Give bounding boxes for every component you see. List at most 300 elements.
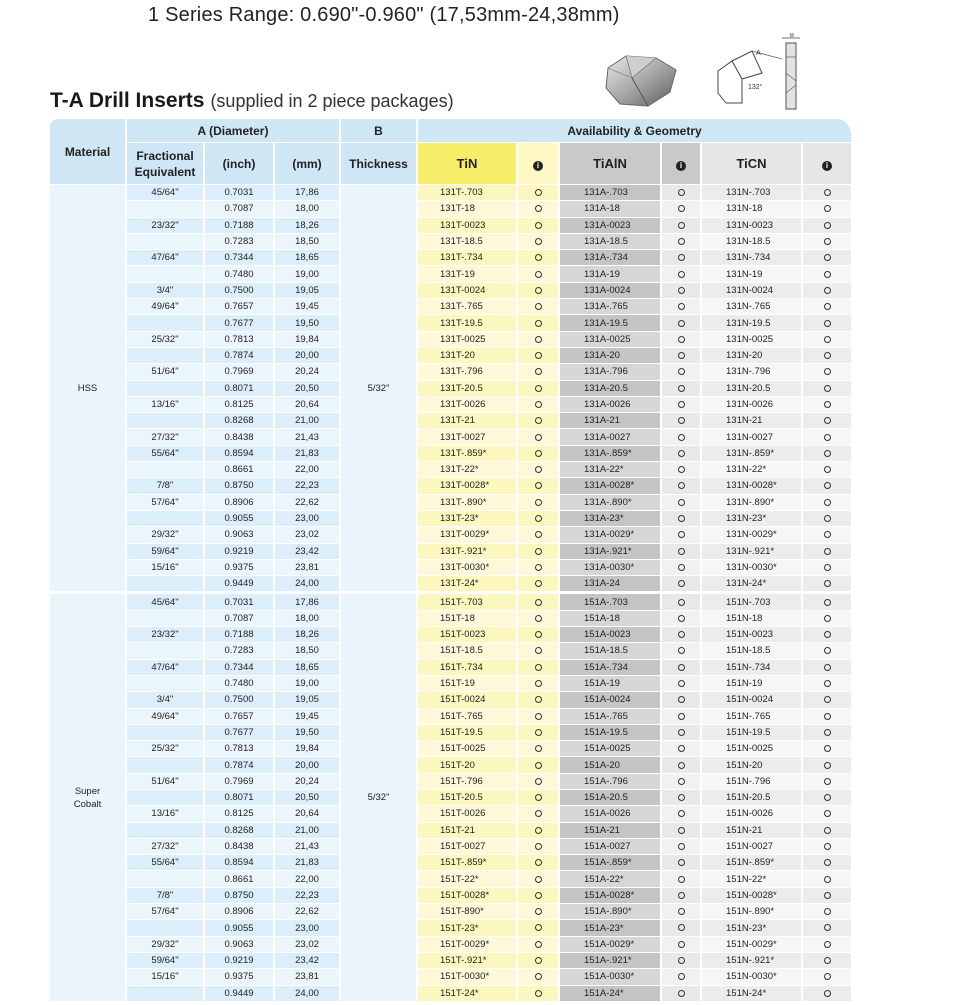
tialn-part-cell: 151A-0030*	[560, 969, 662, 985]
inch-cell: 0.7874	[205, 757, 275, 773]
tin-part-cell: 131T-.765	[418, 299, 518, 315]
tialn-geometry-cell	[662, 446, 702, 462]
ticn-part-cell: 151N-.796	[702, 774, 803, 790]
geometry-ring-icon	[824, 287, 831, 294]
tin-geometry-cell	[518, 185, 560, 201]
ticn-geometry-cell	[803, 397, 853, 413]
geometry-ring-icon	[535, 876, 542, 883]
ticn-geometry-cell	[803, 627, 853, 643]
tialn-geometry-cell	[662, 937, 702, 953]
geometry-ring-icon	[535, 466, 542, 473]
fractional-cell	[127, 611, 205, 627]
fractional-cell: 29/32"	[127, 527, 205, 543]
geometry-ring-icon	[535, 548, 542, 555]
geometry-ring-icon	[678, 696, 685, 703]
ticn-part-cell: 151N-.890*	[702, 904, 803, 920]
geometry-ring-icon	[535, 810, 542, 817]
mm-cell: 19,50	[275, 725, 341, 741]
table-row	[50, 381, 853, 397]
fractional-cell: 57/64"	[127, 904, 205, 920]
table-row	[50, 757, 853, 773]
table-body	[50, 185, 853, 1002]
tialn-geometry-cell	[662, 283, 702, 299]
table-row	[50, 676, 853, 692]
geometry-ring-icon	[678, 827, 685, 834]
ticn-geometry-cell	[803, 527, 853, 543]
tialn-geometry-cell	[662, 332, 702, 348]
fractional-cell: 57/64"	[127, 495, 205, 511]
ticn-geometry-cell	[803, 757, 853, 773]
geometry-ring-icon	[535, 401, 542, 408]
mm-cell: 21,83	[275, 446, 341, 462]
tin-geometry-cell	[518, 855, 560, 871]
geometry-ring-icon	[824, 973, 831, 980]
inch-cell: 0.9449	[205, 986, 275, 1002]
ticn-part-cell: 131N-.703	[702, 185, 803, 201]
fractional-cell	[127, 511, 205, 527]
ticn-part-cell: 131N-24*	[702, 576, 803, 592]
ticn-geometry-cell	[803, 462, 853, 478]
material-cell: HSS	[50, 185, 127, 592]
tin-part-cell: 151T-24*	[418, 986, 518, 1002]
ticn-geometry-cell	[803, 299, 853, 315]
inch-cell: 0.8661	[205, 871, 275, 887]
table-row	[50, 429, 853, 445]
tialn-geometry-cell	[662, 709, 702, 725]
geometry-ring-icon	[535, 957, 542, 964]
geometry-ring-icon	[824, 531, 831, 538]
fractional-cell	[127, 576, 205, 592]
header-a-diameter: A (Diameter)	[127, 119, 341, 143]
ticn-part-cell: 131N-23*	[702, 511, 803, 527]
geometry-ring-icon	[678, 401, 685, 408]
geometry-ring-icon	[535, 222, 542, 229]
inch-cell: 0.7969	[205, 774, 275, 790]
tialn-part-cell: 131A-0029*	[560, 527, 662, 543]
tin-part-cell: 151T-18	[418, 611, 518, 627]
ticn-geometry-cell	[803, 201, 853, 217]
inch-cell: 0.8071	[205, 790, 275, 806]
ticn-geometry-cell	[803, 643, 853, 659]
geometry-ring-icon	[535, 941, 542, 948]
header-b: B	[341, 119, 418, 143]
tialn-part-cell: 131A-19	[560, 266, 662, 282]
tialn-geometry-cell	[662, 969, 702, 985]
tialn-part-cell: 151A-.703	[560, 592, 662, 610]
ticn-part-cell: 151N-.734	[702, 660, 803, 676]
tin-geometry-cell	[518, 299, 560, 315]
fractional-cell: 59/64"	[127, 544, 205, 560]
ticn-part-cell: 151N-.921*	[702, 953, 803, 969]
ticn-part-cell: 131N-0028*	[702, 478, 803, 494]
ticn-part-cell: 131N-19.5	[702, 315, 803, 331]
geometry-ring-icon	[824, 417, 831, 424]
fractional-cell	[127, 986, 205, 1002]
tin-geometry-cell	[518, 413, 560, 429]
tin-geometry-cell	[518, 741, 560, 757]
table-row	[50, 692, 853, 708]
tin-part-cell: 131T-.859*	[418, 446, 518, 462]
tin-geometry-cell	[518, 692, 560, 708]
ticn-part-cell: 151N-20	[702, 757, 803, 773]
tialn-geometry-cell	[662, 397, 702, 413]
inch-cell: 0.9219	[205, 544, 275, 560]
geometry-ring-icon	[535, 778, 542, 785]
tialn-geometry-cell	[662, 676, 702, 692]
ticn-geometry-cell	[803, 904, 853, 920]
section-title: T-A Drill Inserts	[50, 89, 205, 112]
tialn-part-cell: 131A-20	[560, 348, 662, 364]
table-row	[50, 823, 853, 839]
inch-cell: 0.7500	[205, 283, 275, 299]
tin-part-cell: 131T-0030*	[418, 560, 518, 576]
tialn-part-cell: 151A-.796	[560, 774, 662, 790]
tin-part-cell: 151T-0027	[418, 839, 518, 855]
tialn-part-cell: 151A-.921*	[560, 953, 662, 969]
fractional-cell: 45/64"	[127, 592, 205, 610]
table-row	[50, 495, 853, 511]
fractional-cell	[127, 643, 205, 659]
tin-geometry-cell	[518, 627, 560, 643]
geometry-ring-icon	[535, 599, 542, 606]
table-row	[50, 611, 853, 627]
tialn-geometry-cell	[662, 381, 702, 397]
ticn-geometry-cell	[803, 725, 853, 741]
table-row	[50, 299, 853, 315]
geometry-ring-icon	[824, 892, 831, 899]
inch-cell: 0.9055	[205, 511, 275, 527]
tialn-geometry-cell	[662, 920, 702, 936]
tin-part-cell: 131T-0025	[418, 332, 518, 348]
ticn-geometry-cell	[803, 560, 853, 576]
tialn-geometry-cell	[662, 478, 702, 494]
tin-geometry-cell	[518, 790, 560, 806]
geometry-ring-icon	[824, 713, 831, 720]
ticn-geometry-cell	[803, 611, 853, 627]
table-row	[50, 741, 853, 757]
tialn-part-cell: 151A-18	[560, 611, 662, 627]
inch-cell: 0.8661	[205, 462, 275, 478]
tin-geometry-cell	[518, 381, 560, 397]
tin-part-cell: 151T-19	[418, 676, 518, 692]
geometry-ring-icon	[678, 615, 685, 622]
geometry-ring-icon	[824, 385, 831, 392]
geometry-ring-icon	[678, 368, 685, 375]
ticn-part-cell: 131N-.765	[702, 299, 803, 315]
geometry-ring-icon	[824, 238, 831, 245]
mm-cell: 23,81	[275, 969, 341, 985]
table-row	[50, 397, 853, 413]
geometry-ring-icon	[535, 320, 542, 327]
tin-geometry-cell	[518, 969, 560, 985]
insert-image	[598, 50, 682, 112]
geometry-ring-icon	[678, 647, 685, 654]
inch-cell: 0.7283	[205, 643, 275, 659]
geometry-ring-icon	[535, 924, 542, 931]
geometry-ring-icon	[678, 973, 685, 980]
tialn-part-cell: 131A-0030*	[560, 560, 662, 576]
tin-part-cell: 151T-0026	[418, 806, 518, 822]
geometry-ring-icon	[535, 843, 542, 850]
tialn-part-cell: 151A-.859*	[560, 855, 662, 871]
mm-cell: 24,00	[275, 576, 341, 592]
fractional-cell: 15/16"	[127, 969, 205, 985]
tialn-geometry-cell	[662, 660, 702, 676]
geometry-ring-icon	[678, 580, 685, 587]
table-row	[50, 709, 853, 725]
tialn-geometry-cell	[662, 741, 702, 757]
tialn-geometry-cell	[662, 790, 702, 806]
drill-inserts-table	[50, 119, 853, 1002]
tialn-part-cell: 131A-0027	[560, 429, 662, 445]
ticn-geometry-cell	[803, 937, 853, 953]
geometry-ring-icon	[824, 222, 831, 229]
tialn-geometry-cell	[662, 250, 702, 266]
ticn-part-cell: 131N-0026	[702, 397, 803, 413]
tin-part-cell: 131T-19.5	[418, 315, 518, 331]
geometry-ring-icon	[535, 713, 542, 720]
tialn-geometry-cell	[662, 364, 702, 380]
diagram-label-a: A	[756, 50, 761, 57]
tialn-geometry-cell	[662, 871, 702, 887]
thickness-cell: 5/32"	[341, 185, 418, 592]
tialn-geometry-cell	[662, 462, 702, 478]
tialn-geometry-cell	[662, 953, 702, 969]
inch-cell: 0.7031	[205, 592, 275, 610]
mm-cell: 18,65	[275, 250, 341, 266]
tialn-geometry-cell	[662, 299, 702, 315]
geometry-ring-icon	[678, 859, 685, 866]
tialn-geometry-cell	[662, 643, 702, 659]
inch-cell: 0.9449	[205, 576, 275, 592]
header-tin-geometry	[518, 143, 560, 185]
table-row	[50, 937, 853, 953]
fractional-cell	[127, 871, 205, 887]
ticn-part-cell: 131N-.734	[702, 250, 803, 266]
tialn-part-cell: 151A-18.5	[560, 643, 662, 659]
geometry-ring-icon	[535, 515, 542, 522]
tin-geometry-cell	[518, 527, 560, 543]
geometry-ring-icon	[678, 778, 685, 785]
geometry-ring-icon	[678, 271, 685, 278]
geometry-ring-icon	[678, 303, 685, 310]
tialn-geometry-cell	[662, 348, 702, 364]
geometry-ring-icon	[824, 254, 831, 261]
header-fractional: Fractional Equivalent	[127, 143, 205, 185]
geometry-ring-icon	[678, 336, 685, 343]
table-row	[50, 250, 853, 266]
mm-cell: 18,65	[275, 660, 341, 676]
inch-cell: 0.7283	[205, 234, 275, 250]
ticn-geometry-cell	[803, 660, 853, 676]
mm-cell: 23,81	[275, 560, 341, 576]
ticn-geometry-cell	[803, 986, 853, 1002]
ticn-geometry-cell	[803, 823, 853, 839]
geometry-ring-icon	[824, 647, 831, 654]
table-row	[50, 969, 853, 985]
ticn-part-cell: 131N-22*	[702, 462, 803, 478]
ticn-part-cell: 131N-.796	[702, 364, 803, 380]
mm-cell: 18,26	[275, 218, 341, 234]
mm-cell: 23,02	[275, 527, 341, 543]
geometry-ring-icon	[535, 434, 542, 441]
header-tialn-geometry	[662, 143, 702, 185]
mm-cell: 23,00	[275, 511, 341, 527]
tin-part-cell: 131T-18	[418, 201, 518, 217]
mm-cell: 18,00	[275, 201, 341, 217]
geometry-ring-icon	[678, 680, 685, 687]
mm-cell: 19,84	[275, 332, 341, 348]
geometry-ring-icon	[678, 810, 685, 817]
fractional-cell	[127, 201, 205, 217]
mm-cell: 18,26	[275, 627, 341, 643]
tialn-part-cell: 131A-.765	[560, 299, 662, 315]
geometry-ring-icon	[824, 924, 831, 931]
fractional-cell	[127, 413, 205, 429]
tin-part-cell: 131T-0026	[418, 397, 518, 413]
tialn-geometry-cell	[662, 986, 702, 1002]
geometry-ring-icon	[824, 762, 831, 769]
inch-cell: 0.7344	[205, 660, 275, 676]
tin-part-cell: 151T-23*	[418, 920, 518, 936]
fractional-cell: 3/4"	[127, 283, 205, 299]
fractional-cell: 27/32"	[127, 839, 205, 855]
tialn-part-cell: 131A-23*	[560, 511, 662, 527]
mm-cell: 20,50	[275, 790, 341, 806]
tialn-part-cell: 131A-24	[560, 576, 662, 592]
tialn-geometry-cell	[662, 611, 702, 627]
inch-cell: 0.8125	[205, 806, 275, 822]
table-row	[50, 986, 853, 1002]
fractional-cell: 23/32"	[127, 627, 205, 643]
geometry-ring-icon	[535, 908, 542, 915]
geometry-ring-icon	[535, 189, 542, 196]
geometry-ring-icon	[824, 664, 831, 671]
fractional-cell	[127, 920, 205, 936]
fractional-cell: 59/64"	[127, 953, 205, 969]
ticn-part-cell: 151N-.765	[702, 709, 803, 725]
mm-cell: 19,00	[275, 676, 341, 692]
geometry-ring-icon	[678, 924, 685, 931]
inch-cell: 0.8125	[205, 397, 275, 413]
tialn-geometry-cell	[662, 266, 702, 282]
mm-cell: 21,00	[275, 413, 341, 429]
header-inch: (inch)	[205, 143, 275, 185]
tin-geometry-cell	[518, 592, 560, 610]
tialn-geometry-cell	[662, 185, 702, 201]
tin-part-cell: 151T-.734	[418, 660, 518, 676]
tin-part-cell: 151T-19.5	[418, 725, 518, 741]
table-row	[50, 904, 853, 920]
tialn-part-cell: 151A-20.5	[560, 790, 662, 806]
tialn-part-cell: 131A-.921*	[560, 544, 662, 560]
mm-cell: 19,84	[275, 741, 341, 757]
tin-geometry-cell	[518, 643, 560, 659]
tin-part-cell: 131T-20.5	[418, 381, 518, 397]
tialn-part-cell: 151A-19.5	[560, 725, 662, 741]
tialn-part-cell: 131A-18	[560, 201, 662, 217]
ticn-geometry-cell	[803, 871, 853, 887]
tialn-part-cell: 131A-.734	[560, 250, 662, 266]
tin-geometry-cell	[518, 348, 560, 364]
fractional-cell: 55/64"	[127, 446, 205, 462]
tin-geometry-cell	[518, 478, 560, 494]
geometry-ring-icon	[824, 957, 831, 964]
geometry-ring-icon	[824, 466, 831, 473]
tin-part-cell: 151T-22*	[418, 871, 518, 887]
tin-geometry-cell	[518, 839, 560, 855]
geometry-ring-icon	[824, 189, 831, 196]
tialn-part-cell: 151A-0026	[560, 806, 662, 822]
tin-part-cell: 151T-20.5	[418, 790, 518, 806]
table-row	[50, 446, 853, 462]
ticn-part-cell: 151N-19.5	[702, 725, 803, 741]
geometry-ring-icon	[535, 696, 542, 703]
mm-cell: 19,50	[275, 315, 341, 331]
tin-geometry-cell	[518, 725, 560, 741]
fractional-cell: 15/16"	[127, 560, 205, 576]
geometry-ring-icon	[535, 859, 542, 866]
ticn-geometry-cell	[803, 790, 853, 806]
geometry-ring-icon	[678, 352, 685, 359]
tin-part-cell: 151T-18.5	[418, 643, 518, 659]
fractional-cell	[127, 266, 205, 282]
tin-part-cell: 131T-24*	[418, 576, 518, 592]
geometry-ring-icon	[678, 482, 685, 489]
geometry-ring-icon	[535, 745, 542, 752]
geometry-ring-icon	[678, 957, 685, 964]
tin-geometry-cell	[518, 218, 560, 234]
ticn-geometry-cell	[803, 544, 853, 560]
ticn-geometry-cell	[803, 676, 853, 692]
tin-part-cell: 151T-0029*	[418, 937, 518, 953]
mm-cell: 21,43	[275, 429, 341, 445]
header-material: Material	[50, 119, 127, 185]
tialn-geometry-cell	[662, 315, 702, 331]
tin-geometry-cell	[518, 806, 560, 822]
ticn-part-cell: 131N-20	[702, 348, 803, 364]
tin-geometry-cell	[518, 871, 560, 887]
tialn-part-cell: 131A-19.5	[560, 315, 662, 331]
inch-cell: 0.8750	[205, 478, 275, 494]
tin-geometry-cell	[518, 888, 560, 904]
tialn-part-cell: 131A-0024	[560, 283, 662, 299]
tialn-geometry-cell	[662, 495, 702, 511]
fractional-cell: 7/8"	[127, 478, 205, 494]
inch-cell: 0.7813	[205, 332, 275, 348]
ticn-geometry-cell	[803, 692, 853, 708]
fractional-cell: 3/4"	[127, 692, 205, 708]
series-range-title: 1 Series Range: 0.690"-0.960" (17,53mm-24,38mm)	[148, 4, 620, 26]
ticn-part-cell: 151N-0026	[702, 806, 803, 822]
info-icon: i	[533, 161, 543, 171]
tialn-part-cell: 131A-18.5	[560, 234, 662, 250]
mm-cell: 24,00	[275, 986, 341, 1002]
table-row	[50, 871, 853, 887]
fractional-cell: 51/64"	[127, 774, 205, 790]
table-row	[50, 266, 853, 282]
tin-part-cell: 151T-.703	[418, 592, 518, 610]
fractional-cell: 25/32"	[127, 741, 205, 757]
geometry-ring-icon	[824, 564, 831, 571]
tin-part-cell: 131T-23*	[418, 511, 518, 527]
table-row	[50, 790, 853, 806]
inch-cell: 0.9055	[205, 920, 275, 936]
ticn-part-cell: 131N-0030*	[702, 560, 803, 576]
geometry-ring-icon	[824, 810, 831, 817]
diagram-label-angle: 132°	[748, 84, 763, 91]
geometry-ring-icon	[824, 271, 831, 278]
